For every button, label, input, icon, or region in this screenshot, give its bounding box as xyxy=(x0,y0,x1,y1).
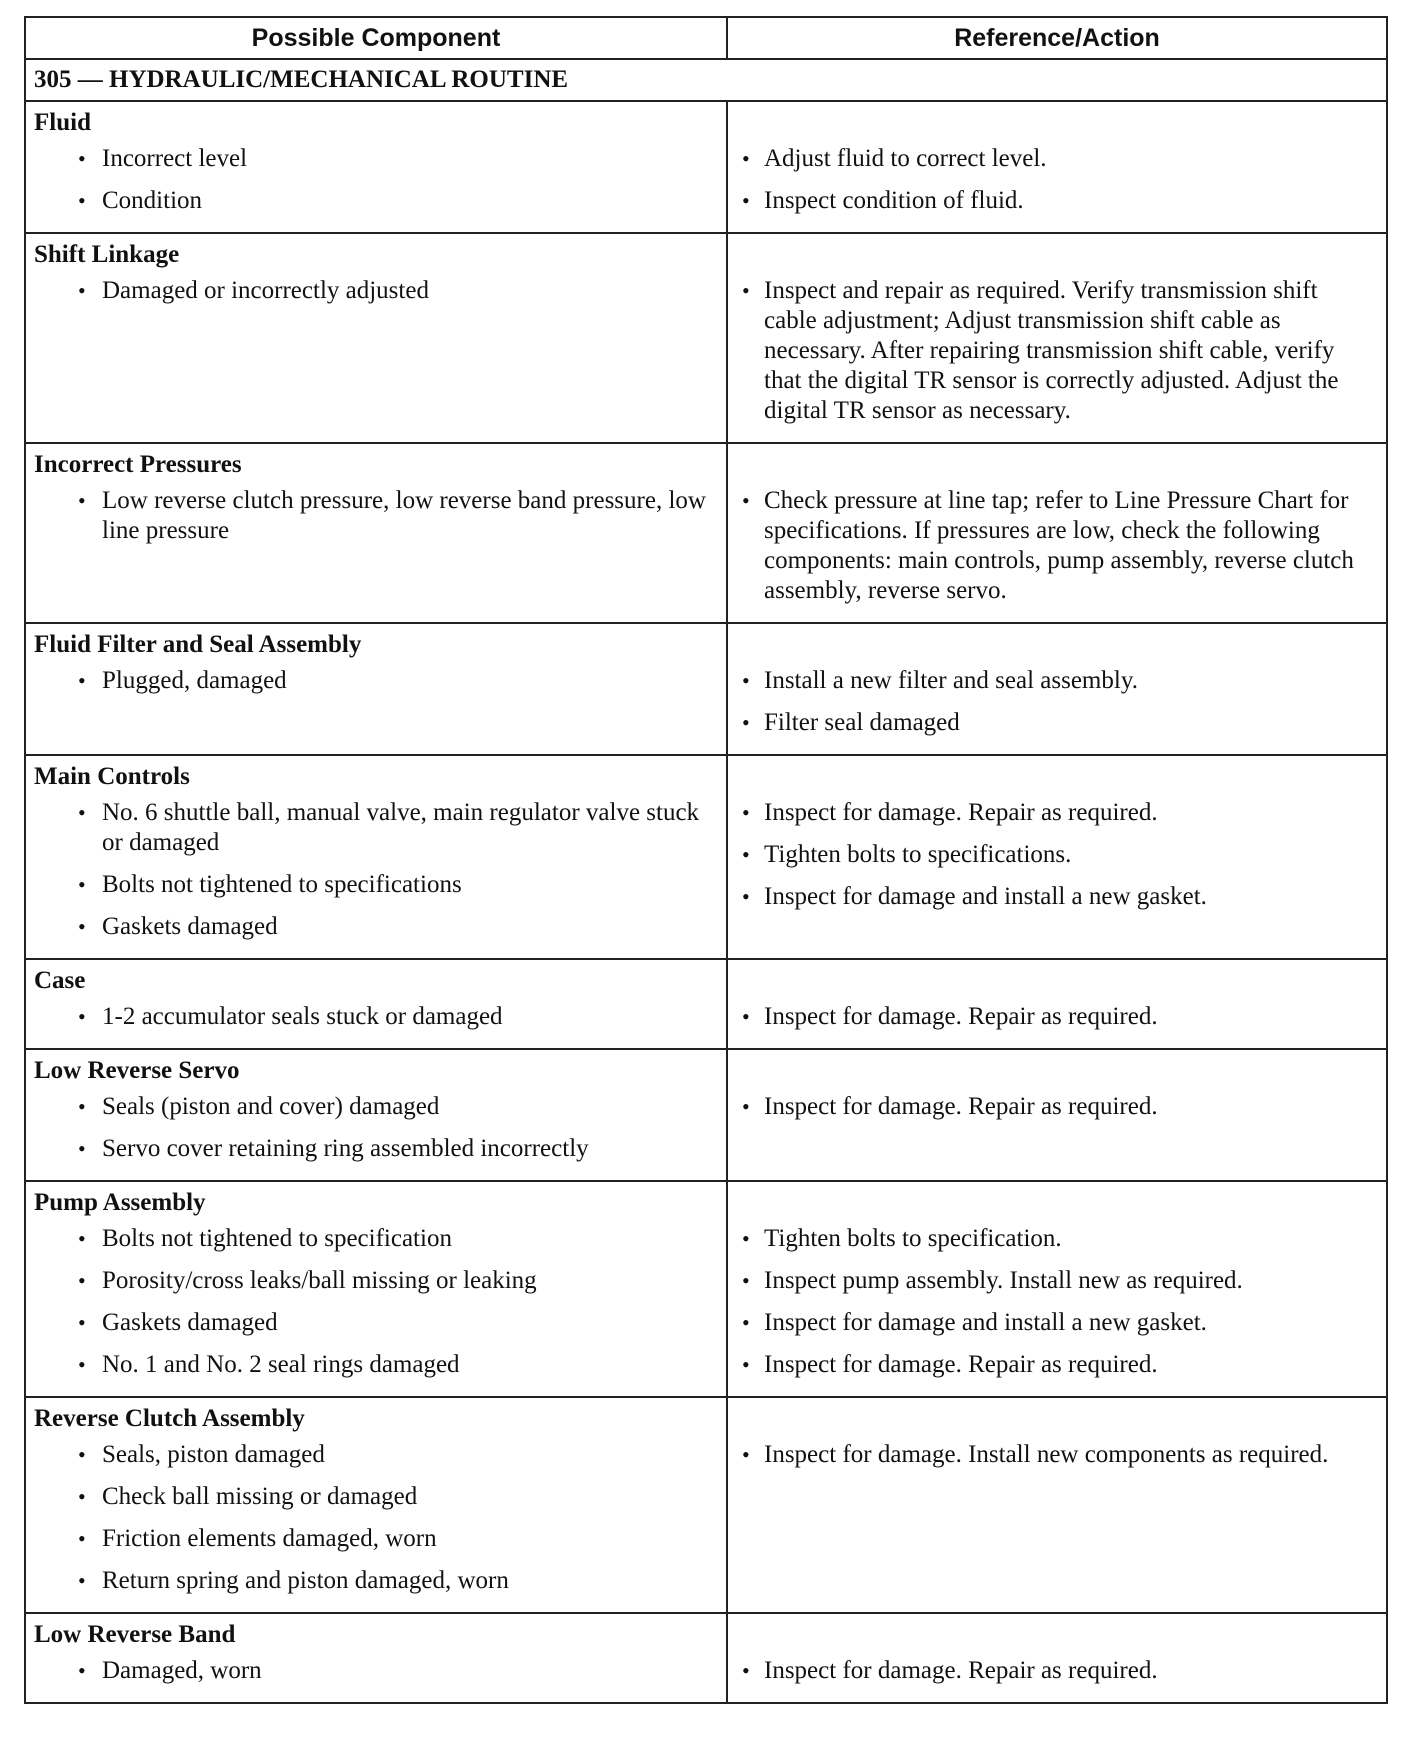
bullet-icon: • xyxy=(78,668,86,693)
action-spacer xyxy=(728,444,1386,486)
bullet-icon: • xyxy=(742,1094,750,1119)
bullet-icon: • xyxy=(742,1310,750,1335)
diagnostic-table xyxy=(24,16,1388,1704)
section-title: Case xyxy=(34,967,86,994)
component-item xyxy=(26,798,726,858)
diagnostic-table-page xyxy=(24,16,1386,1704)
bullet-icon: • xyxy=(742,278,750,303)
bullet-icon: • xyxy=(742,188,750,213)
component-item xyxy=(26,276,726,306)
component-cell xyxy=(25,1181,727,1397)
action-item xyxy=(728,276,1386,426)
component-text: Incorrect level xyxy=(102,145,248,172)
action-spacer xyxy=(728,624,1386,666)
component-cell xyxy=(25,1613,727,1703)
action-spacer xyxy=(728,102,1386,144)
bullet-icon: • xyxy=(742,146,750,171)
component-text: Plugged, damaged xyxy=(102,667,287,694)
bullet-icon: • xyxy=(78,1310,86,1335)
action-text: Inspect condition of fluid. xyxy=(764,187,1024,214)
bullet-icon: • xyxy=(742,488,750,513)
component-cell xyxy=(25,1049,727,1181)
bullet-icon: • xyxy=(78,1658,86,1683)
section-title: Pump Assembly xyxy=(34,1189,206,1216)
component-item xyxy=(26,1482,726,1512)
component-item xyxy=(26,144,726,174)
section-title: Low Reverse Band xyxy=(34,1621,236,1648)
action-item xyxy=(728,1440,1386,1470)
bullet-icon: • xyxy=(742,1352,750,1377)
component-text: Damaged, worn xyxy=(102,1657,262,1684)
section-title: Reverse Clutch Assembly xyxy=(34,1405,305,1432)
action-text: Inspect pump assembly. Install new as required. xyxy=(764,1267,1243,1294)
component-cell xyxy=(25,101,727,233)
bullet-icon: • xyxy=(742,884,750,909)
component-item xyxy=(26,912,726,942)
component-text: Gaskets damaged xyxy=(102,1309,278,1336)
section-row-fluid-filter-and-seal-assembly xyxy=(25,623,1387,755)
bullet-icon: • xyxy=(78,1004,86,1029)
component-item xyxy=(26,1002,726,1032)
bullet-icon: • xyxy=(78,1526,86,1551)
action-spacer xyxy=(728,1398,1386,1440)
component-item xyxy=(26,1308,726,1338)
component-item xyxy=(26,1350,726,1380)
action-item xyxy=(728,1656,1386,1686)
component-text: No. 1 and No. 2 seal rings damaged xyxy=(102,1351,460,1378)
bullet-icon: • xyxy=(78,1568,86,1593)
action-item xyxy=(728,1308,1386,1338)
bullet-icon: • xyxy=(78,1094,86,1119)
section-title: Main Controls xyxy=(34,763,190,790)
component-text: Seals, piston damaged xyxy=(102,1441,325,1468)
action-spacer xyxy=(728,234,1386,276)
bullet-icon: • xyxy=(78,1226,86,1251)
action-item xyxy=(728,1224,1386,1254)
bullet-icon: • xyxy=(742,1226,750,1251)
action-text: Inspect for damage and install a new gasket. xyxy=(764,883,1207,910)
action-item xyxy=(728,798,1386,828)
bullet-icon: • xyxy=(78,800,86,825)
section-row-low-reverse-band xyxy=(25,1613,1387,1703)
section-row-reverse-clutch-assembly xyxy=(25,1397,1387,1613)
action-item xyxy=(728,1350,1386,1380)
section-row-shift-linkage xyxy=(25,233,1387,443)
component-item xyxy=(26,1656,726,1686)
action-text: Inspect and repair as required. Verify transmission shift cable adjustment; Adjust transmission shift cable as necessary. After repairing transmission shift cable, verify that the digital TR sensor is correctly adjusted. Adjust the digital TR sensor as necessary. xyxy=(764,277,1339,424)
action-cell xyxy=(727,101,1387,233)
action-item xyxy=(728,708,1386,738)
component-item xyxy=(26,1134,726,1164)
header-row xyxy=(25,17,1387,59)
action-cell xyxy=(727,233,1387,443)
component-text: Gaskets damaged xyxy=(102,913,278,940)
action-spacer xyxy=(728,960,1386,1002)
component-cell xyxy=(25,443,727,623)
routine-row xyxy=(25,59,1387,101)
section-row-fluid xyxy=(25,101,1387,233)
component-text: Condition xyxy=(102,187,203,214)
component-item xyxy=(26,1092,726,1122)
section-row-main-controls xyxy=(25,755,1387,959)
action-text: Inspect for damage. Repair as required. xyxy=(764,1657,1158,1684)
action-cell xyxy=(727,443,1387,623)
component-item xyxy=(26,870,726,900)
action-item xyxy=(728,1002,1386,1032)
action-cell xyxy=(727,1181,1387,1397)
bullet-icon: • xyxy=(78,1268,86,1293)
action-cell xyxy=(727,755,1387,959)
header-reference-action: Reference/Action xyxy=(727,17,1387,59)
component-cell xyxy=(25,755,727,959)
component-item xyxy=(26,1224,726,1254)
action-item xyxy=(728,666,1386,696)
action-text: Filter seal damaged xyxy=(764,709,960,736)
bullet-icon: • xyxy=(78,1484,86,1509)
section-row-incorrect-pressures xyxy=(25,443,1387,623)
action-cell xyxy=(727,1613,1387,1703)
bullet-icon: • xyxy=(78,188,86,213)
bullet-icon: • xyxy=(742,1658,750,1683)
action-spacer xyxy=(728,1182,1386,1224)
action-item xyxy=(728,882,1386,912)
action-cell xyxy=(727,1049,1387,1181)
action-text: Inspect for damage. Repair as required. xyxy=(764,1093,1158,1120)
bullet-icon: • xyxy=(742,668,750,693)
action-text: Inspect for damage. Repair as required. xyxy=(764,799,1158,826)
component-text: Check ball missing or damaged xyxy=(102,1483,418,1510)
action-spacer xyxy=(728,1614,1386,1656)
component-text: Seals (piston and cover) damaged xyxy=(102,1093,440,1120)
action-cell xyxy=(727,623,1387,755)
action-item xyxy=(728,1266,1386,1296)
action-item xyxy=(728,486,1386,606)
component-item xyxy=(26,186,726,216)
action-text: Inspect for damage. Install new components as required. xyxy=(764,1441,1329,1468)
section-row-low-reverse-servo xyxy=(25,1049,1387,1181)
bullet-icon: • xyxy=(742,1442,750,1467)
component-item xyxy=(26,1440,726,1470)
bullet-icon: • xyxy=(742,800,750,825)
action-text: Tighten bolts to specification. xyxy=(764,1225,1062,1252)
section-title: Low Reverse Servo xyxy=(34,1057,240,1084)
bullet-icon: • xyxy=(78,146,86,171)
action-text: Install a new filter and seal assembly. xyxy=(764,667,1138,694)
action-text: Tighten bolts to specifications. xyxy=(764,841,1072,868)
action-text: Inspect for damage and install a new gasket. xyxy=(764,1309,1207,1336)
action-cell xyxy=(727,959,1387,1049)
section-title: Fluid xyxy=(34,109,91,136)
component-item xyxy=(26,486,726,546)
component-text: Low reverse clutch pressure, low reverse band pressure, low line pressure xyxy=(102,487,706,544)
component-text: Damaged or incorrectly adjusted xyxy=(102,277,429,304)
action-cell xyxy=(727,1397,1387,1613)
component-item xyxy=(26,666,726,696)
component-item xyxy=(26,1566,726,1596)
component-item xyxy=(26,1524,726,1554)
section-title: Incorrect Pressures xyxy=(34,451,242,478)
component-cell xyxy=(25,623,727,755)
bullet-icon: • xyxy=(78,278,86,303)
component-item xyxy=(26,1266,726,1296)
section-title: Fluid Filter and Seal Assembly xyxy=(34,631,362,658)
component-text: Porosity/cross leaks/ball missing or leaking xyxy=(102,1267,537,1294)
action-item xyxy=(728,840,1386,870)
component-text: Bolts not tightened to specifications xyxy=(102,871,462,898)
component-cell xyxy=(25,1397,727,1613)
component-cell xyxy=(25,233,727,443)
routine-title: 305 — HYDRAULIC/MECHANICAL ROUTINE xyxy=(25,59,1387,101)
component-text: Friction elements damaged, worn xyxy=(102,1525,437,1552)
bullet-icon: • xyxy=(742,842,750,867)
section-title: Shift Linkage xyxy=(34,241,180,268)
action-text: Inspect for damage. Repair as required. xyxy=(764,1351,1158,1378)
section-row-case xyxy=(25,959,1387,1049)
bullet-icon: • xyxy=(742,1004,750,1029)
section-row-pump-assembly xyxy=(25,1181,1387,1397)
component-text: Bolts not tightened to specification xyxy=(102,1225,452,1252)
action-spacer xyxy=(728,756,1386,798)
action-item xyxy=(728,186,1386,216)
component-text: No. 6 shuttle ball, manual valve, main regulator valve stuck or damaged xyxy=(102,799,700,856)
bullet-icon: • xyxy=(78,488,86,513)
bullet-icon: • xyxy=(742,710,750,735)
component-cell xyxy=(25,959,727,1049)
bullet-icon: • xyxy=(78,1442,86,1467)
action-text: Inspect for damage. Repair as required. xyxy=(764,1003,1158,1030)
bullet-icon: • xyxy=(78,1136,86,1161)
action-item xyxy=(728,1092,1386,1122)
action-text: Check pressure at line tap; refer to Line Pressure Chart for specifications. If pressures are low, check the following components: main controls, pump assembly, reverse clutch assembly, reverse servo. xyxy=(764,487,1354,604)
component-text: Return spring and piston damaged, worn xyxy=(102,1567,509,1594)
action-item xyxy=(728,144,1386,174)
component-text: 1-2 accumulator seals stuck or damaged xyxy=(102,1003,503,1030)
action-spacer xyxy=(728,1050,1386,1092)
bullet-icon: • xyxy=(742,1268,750,1293)
action-text: Adjust fluid to correct level. xyxy=(764,145,1047,172)
component-text: Servo cover retaining ring assembled incorrectly xyxy=(102,1135,589,1162)
bullet-icon: • xyxy=(78,1352,86,1377)
bullet-icon: • xyxy=(78,872,86,897)
bullet-icon: • xyxy=(78,914,86,939)
header-possible-component: Possible Component xyxy=(25,17,727,59)
